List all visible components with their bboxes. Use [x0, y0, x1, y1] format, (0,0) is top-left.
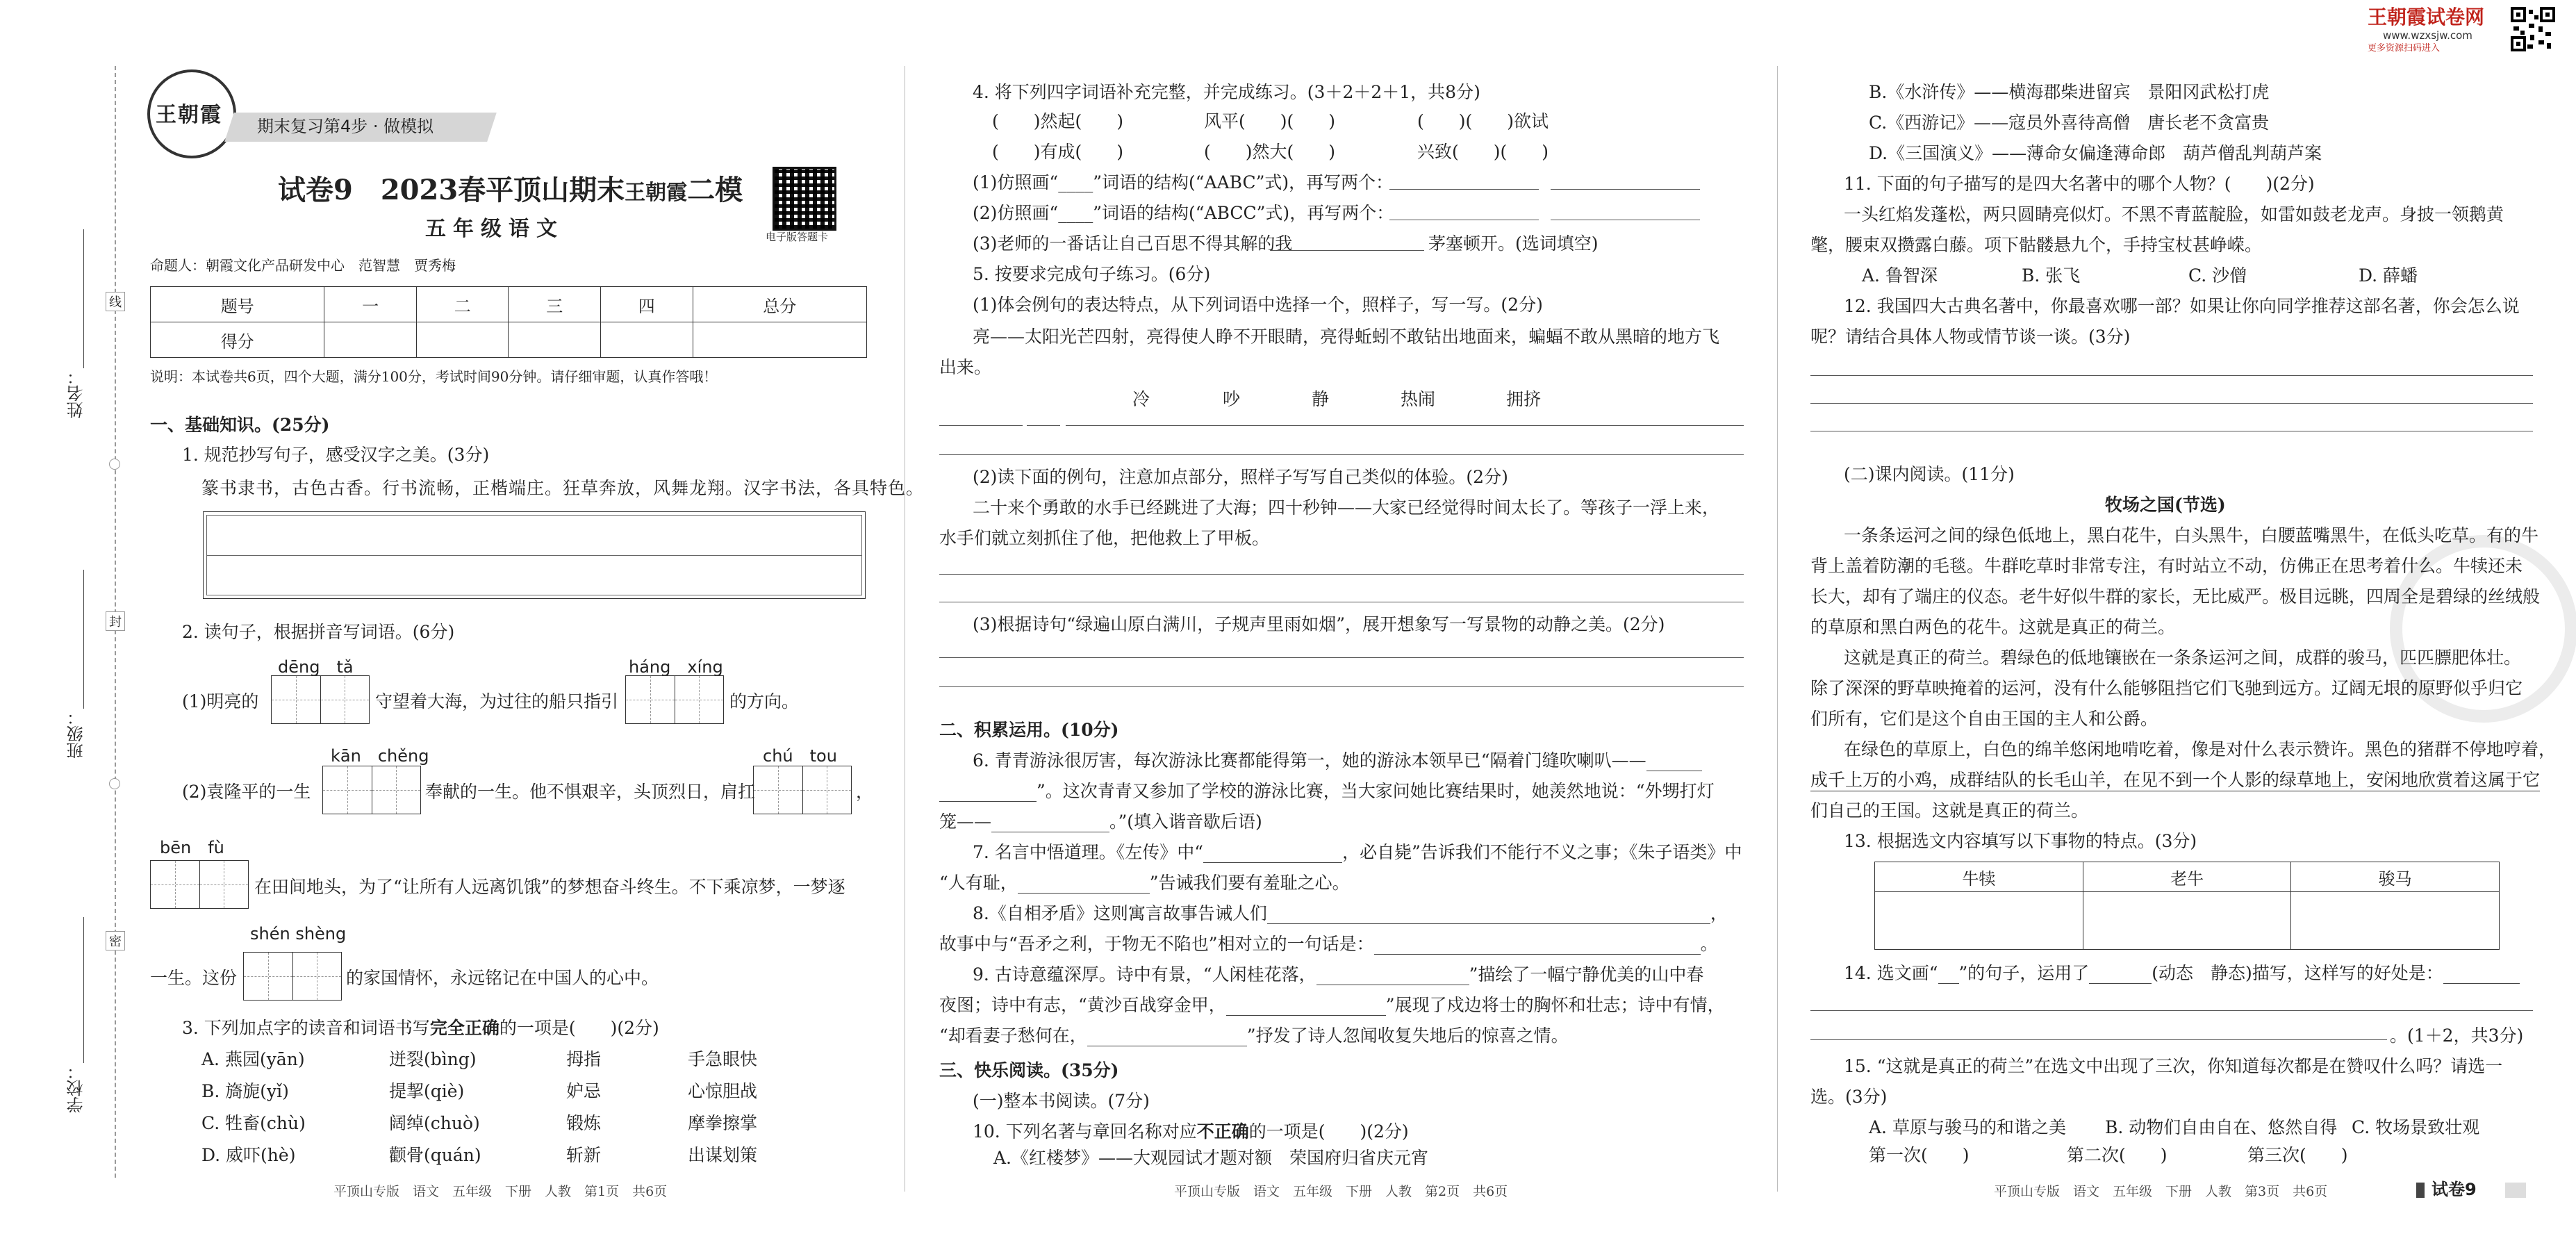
binding-dot-2	[109, 778, 120, 789]
q15-option-b[interactable]: B. 动物们自由自在、悠然自得	[2105, 1117, 2338, 1137]
q5-3-answer-b[interactable]	[939, 686, 1744, 687]
q2-s2b: 奉献的一生。他不惧艰辛，头顶烈日，肩扛	[425, 782, 756, 802]
q15-line2: 选。(3分)	[1810, 1087, 1888, 1107]
q12-line2: 呢？请结合具体人物或情节谈一谈。(3分)	[1810, 327, 2131, 347]
q5-2: (2)读下面的例句，注意加点部分，照样子写写自己类似的体验。(2分)	[973, 467, 1508, 487]
q2-s2c: ，	[856, 782, 874, 802]
q10-prompt: 10. 下列名著与章回名称对应不正确的一项是( )(2分)	[973, 1121, 1409, 1142]
q8-line1: 8.《自相矛盾》这则寓言故事告诫人们 ，	[973, 903, 1728, 923]
q5-3-answer-a[interactable]	[939, 657, 1744, 658]
q1-text: 篆书隶书，古色古香。行书流畅，正楷端庄。狂草奔放，风舞龙翔。汉字书法，各具特色。	[201, 478, 925, 498]
q4-3-blank[interactable]	[1271, 250, 1424, 251]
q5-3: (3)根据诗句“绿遍山原白满川，子规声里雨如烟”，展开想象写一写景物的动静之美。(2分)	[973, 614, 1665, 634]
q11-text2: 氅，腰束双攒露白藤。项下骷髅悬九个，手持宝杖甚峥嵘。	[1810, 235, 2263, 255]
school-field[interactable]	[64, 917, 92, 1133]
q5-1-text2: 出来。	[939, 357, 992, 377]
q5-word-5: 拥挤	[1506, 389, 1542, 409]
q4-1-blank-b[interactable]	[1551, 189, 1700, 190]
answer-grid-1[interactable]	[271, 675, 370, 724]
section-3-heading: 三、快乐阅读。(35分)	[939, 1060, 1119, 1080]
page-3-footer: 平顶山专版 语文 五年级 下册 人教 第3页 共6页	[1994, 1184, 2328, 1199]
passage-title: 牧场之国(节选)	[2105, 495, 2226, 515]
q1-prompt: 1. 规范抄写句子，感受汉字之美。(3分)	[182, 445, 490, 465]
page-subtitle: 五年级语文	[425, 217, 564, 241]
paper-tag-marker	[2416, 1183, 2425, 1198]
q4-2: (2)仿照画“____”词语的结构(“ABCC”式)，再写两个：	[973, 203, 1394, 223]
q5-2-text2: 水手们就立刻抓住了他，把他救上了甲板。	[939, 528, 1270, 548]
q5-1: (1)体会例句的表达特点，从下列词语中选择一个，照样子，写一写。(2分)	[973, 295, 1543, 315]
q5-1-text1: 亮——太阳光芒四射，亮得使人睁不开眼睛，亮得蚯蚓不敢钻出地面来，蝙蝠不敢从黑暗的地方飞	[973, 327, 1720, 347]
q6-line2: ”。这次青青又参加了学校的游泳比赛，当大家问她比赛结果时，她羡然地说：“外甥打灯	[939, 781, 1715, 802]
q4-1-blank-a[interactable]	[1389, 189, 1539, 190]
answer-grid-2[interactable]	[625, 675, 724, 724]
q2-prompt: 2. 读句子，根据拼音写词语。(6分)	[182, 622, 455, 642]
q2-s4b: 的家国情怀，永远铭记在中国人的心中。	[346, 968, 659, 988]
q15-slot-1[interactable]: 第一次( )	[1869, 1145, 1970, 1165]
q5-2-answer-a[interactable]	[939, 574, 1744, 575]
authors: 命题人：朝霞文化产品研发中心 范智慧 贾秀梅	[150, 257, 456, 274]
answer-grid-3[interactable]	[322, 766, 421, 814]
q5-word-1: 冷	[1132, 389, 1150, 409]
q12-answer-a[interactable]	[1810, 375, 2533, 376]
section-1-heading: 一、基础知识。(25分)	[150, 415, 330, 435]
q4-3b: 茅塞顿开。(选词填空)	[1428, 233, 1599, 254]
score-table: 题号 一 二 三 四 总分 得分	[150, 286, 867, 358]
q9-line3: “却看妻子愁何在， ”抒发了诗人忽闻收复失地后的惊喜之情。	[939, 1026, 1569, 1046]
top-qr-code[interactable]	[2511, 7, 2555, 51]
q14-line: 14. 选文画“ ”的句子，运用了 (动态 静态)描写，这样写的好处是：	[1844, 963, 2520, 984]
class-field[interactable]	[64, 570, 92, 778]
class-label: 班级：	[67, 709, 86, 759]
q2-s3: 在田间地头，为了“让所有人远离饥饿”的梦想奋斗终生。不下乘凉梦，一梦逐	[254, 877, 845, 897]
q5-1-answer-a[interactable]	[939, 425, 1023, 426]
binding-mark-2: 封	[106, 611, 125, 631]
binding-mark-1: 线	[106, 292, 125, 311]
q14-score: 。(1＋2，共3分)	[2390, 1026, 2524, 1046]
binding-mark-3: 密	[106, 931, 125, 950]
q4-row1-c[interactable]: ( )( )欲试	[1417, 111, 1549, 131]
q11-text1: 一头红焰发蓬松，两只圆睛亮似灯。不黑不青蓝靛脸，如雷如鼓老龙声。身披一领鹅黄	[1844, 204, 2504, 224]
answer-grid-5[interactable]	[150, 860, 249, 909]
q2-s1c: 的方向。	[729, 691, 800, 711]
q5-word-2: 吵	[1223, 389, 1241, 409]
q15-slot-2[interactable]: 第二次( )	[2067, 1145, 2168, 1165]
q13-prompt: 13. 根据选文内容填写以下事物的特点。(3分)	[1844, 831, 2197, 851]
q11-option-a[interactable]: A. 鲁智深	[1862, 265, 1938, 286]
name-label: 姓名：	[67, 368, 86, 418]
q5-word-3: 静	[1312, 389, 1330, 409]
q12-answer-b[interactable]	[1810, 403, 2533, 404]
q5-1-answer-c[interactable]	[1066, 425, 1744, 426]
paper-tag: 试卷9	[2431, 1180, 2477, 1199]
q15-slot-3[interactable]: 第三次( )	[2247, 1145, 2348, 1165]
site-name: 王朝霞试卷网	[2368, 6, 2485, 28]
q4-row1-b[interactable]: 风平( )( )	[1204, 111, 1336, 131]
q2-s4a: 一生。这份	[150, 968, 238, 988]
top-right-brand	[2368, 6, 2513, 54]
answer-grid-6[interactable]	[243, 952, 342, 1001]
q8-line2: 故事中与“吾矛之利，于物无不陷也”相对立的一句话是： 。	[939, 934, 1718, 954]
q10-option-d[interactable]: D.《三国演义》——薄命女偏逢薄命郎 葫芦僧乱判葫芦案	[1869, 143, 2322, 163]
q15-option-a[interactable]: A. 草原与骏马的和谐之美	[1869, 1117, 2066, 1137]
q5-2-text1: 二十来个勇敢的水手已经跳进了大海；四十秒钟——大家已经觉得时间太长了。等孩子一浮上来，	[973, 497, 1720, 518]
pinyin-2: háng xíng	[629, 657, 723, 677]
q5-1-answer-b[interactable]	[1027, 425, 1060, 426]
q7-line1: 7. 名言中悟道理。《左传》中“ ，必自毙”告诉我们不能行不义之事；《朱子语类》中	[973, 842, 1742, 862]
q11-option-b[interactable]: B. 张飞	[2022, 265, 2081, 286]
site-url: www.wzxsjw.com	[2383, 29, 2472, 42]
student-name-field[interactable]	[64, 229, 92, 438]
q4-3: (3)老师的一番话让自己百思不得其解的我	[973, 233, 1293, 254]
site-hint: 更多资源扫码进入	[2368, 43, 2441, 53]
q11-option-d[interactable]: D. 薛蟠	[2359, 265, 2418, 286]
brand-logo: 王朝霞	[147, 69, 236, 158]
qr-caption: 电子版答题卡	[766, 231, 829, 243]
step-banner-text: 期末复习第4步 · 做模拟	[257, 117, 434, 136]
q15-option-c[interactable]: C. 牧场景致壮观	[2352, 1117, 2480, 1137]
q4-row2-a[interactable]: ( )有成( )	[992, 142, 1124, 162]
school-label: 学校：	[67, 1063, 86, 1113]
q6-line1: 6. 青青游泳很厉害，每次游泳比赛都能得第一，她的游泳本领早已“隔着门缝吹喇叭——	[973, 750, 1702, 771]
q11-option-c[interactable]: C. 沙僧	[2188, 265, 2247, 286]
q1-writing-box[interactable]	[203, 511, 866, 599]
sub-section-2: (二)课内阅读。(11分)	[1844, 464, 2015, 484]
q9-line2: 夜图；诗中有志，“黄沙百战穿金甲， ”展现了戍边将士的胸怀和壮志；诗中有情，	[939, 995, 1725, 1015]
q7-line2: “人有耻， ”告诫我们要有羞耻之心。	[939, 873, 1350, 893]
pinyin-3: kān chěng	[331, 746, 429, 766]
pinyin-6: shén shèng	[250, 924, 347, 944]
section-2-heading: 二、积累运用。(10分)	[939, 720, 1119, 740]
q11-prompt: 11. 下面的句子描写的是四大名著中的哪个人物？( )(2分)	[1844, 174, 2315, 194]
exam-note: 说明：本试卷共6页，四个大题，满分100分，考试时间90分钟。请仔细审题，认真作答哦！	[150, 368, 718, 385]
answer-grid-4[interactable]	[753, 766, 852, 814]
pinyin-1: dēng tǎ	[278, 657, 354, 677]
q5-prompt: 5. 按要求完成句子练习。(6分)	[973, 264, 1211, 284]
pinyin-4: chú tou	[763, 746, 837, 766]
q5-1-answer-d[interactable]	[939, 454, 1744, 455]
page-title: 试卷9 2023春平顶山期末王朝霞二模	[278, 174, 743, 206]
q10-option-a[interactable]: A.《红楼梦》——大观园试才题对额 荣国府归省庆元宵	[993, 1148, 1429, 1168]
paper-tag-bar	[2505, 1183, 2526, 1198]
q13-table: 牛犊 老牛 骏马	[1874, 862, 2500, 950]
page-divider-2	[1777, 66, 1778, 1192]
sub-section-1: (一)整本书阅读。(7分)	[973, 1091, 1150, 1111]
q6-line3: 笼—— 。”(填入谐音歇后语)	[939, 812, 1262, 832]
q3-prompt: 3. 下列加点字的读音和词语书写完全正确的一项是( )(2分)	[182, 1018, 659, 1038]
q15-line1: 15. “这就是真正的荷兰”在选文中出现了三次，你知道每次都是在赞叹什么吗？请选一	[1844, 1056, 2503, 1076]
q9-line1: 9. 古诗意蕴深厚。诗中有景，“人闲桂花落， ”描绘了一幅宁静优美的山中春	[973, 964, 1704, 985]
q10-option-b[interactable]: B.《水浒传》——横海郡柴进留宾 景阳冈武松打虎	[1869, 82, 2270, 102]
q14-answer-a[interactable]	[1810, 1010, 2533, 1011]
pinyin-5: bēn fù	[160, 838, 224, 857]
q4-row2-b[interactable]: ( )然大( )	[1204, 142, 1336, 162]
q14-answer-b[interactable]	[1810, 1039, 2387, 1040]
q2-s1b: 守望着大海，为过往的船只指引	[375, 691, 619, 711]
q4-prompt: 4. 将下列四字词语补充完整，并完成练习。(3＋2＋2＋1，共8分)	[973, 82, 1480, 102]
q2-s2a: (2)袁隆平的一生	[182, 782, 311, 802]
q4-row2-c[interactable]: 兴致( )( )	[1417, 142, 1549, 162]
q2-s1a: (1)明亮的	[182, 691, 259, 711]
q4-1: (1)仿照画“____”词语的结构(“AABC”式)，再写两个：	[973, 172, 1394, 192]
binding-dot-1	[109, 459, 120, 470]
q4-row1-a[interactable]: ( )然起( )	[992, 111, 1124, 131]
q10-option-c[interactable]: C.《西游记》——寇员外喜待高僧 唐长老不贪富贵	[1869, 113, 2270, 133]
q12-line1: 12. 我国四大古典名著中，你最喜欢哪一部？如果让你向同学推荐这部名著，你会怎么说	[1844, 296, 2520, 316]
answer-card-qr-icon[interactable]	[773, 167, 836, 231]
page-1-footer: 平顶山专版 语文 五年级 下册 人教 第1页 共6页	[333, 1184, 668, 1199]
page-2-footer: 平顶山专版 语文 五年级 下册 人教 第2页 共6页	[1174, 1184, 1508, 1199]
q5-word-4: 热闹	[1401, 389, 1436, 409]
